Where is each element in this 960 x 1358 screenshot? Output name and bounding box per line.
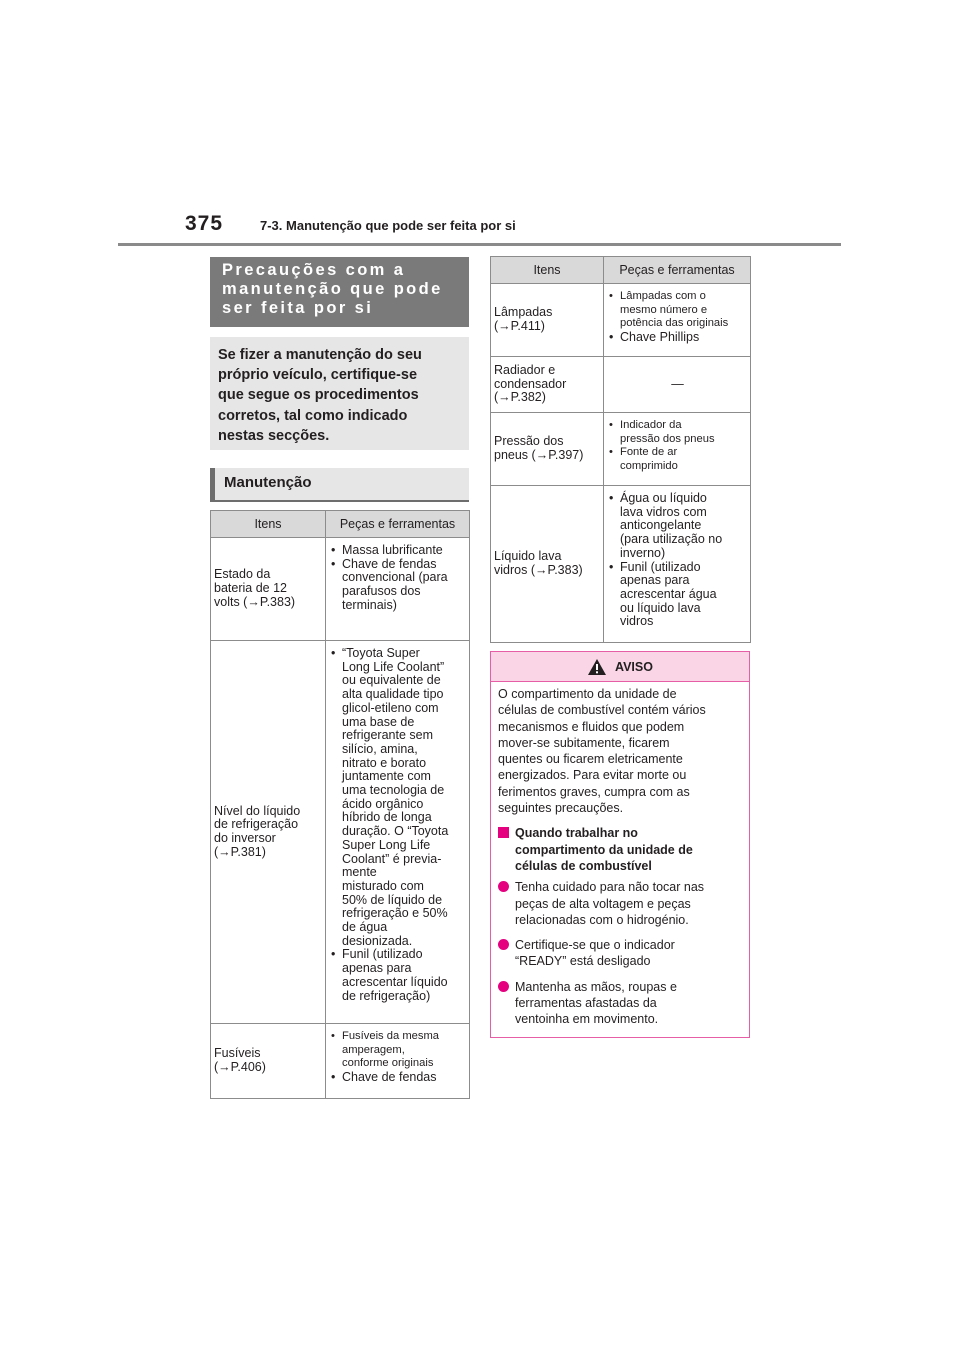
parts-line: refrigeração e 50%: [342, 906, 448, 921]
no-parts-dash: —: [671, 376, 684, 391]
parts-line: acrescentar líquido: [342, 974, 448, 989]
parts-bullet: [609, 446, 746, 473]
parts-line: Funil (utilizado: [342, 947, 423, 962]
maintenance-subtitle: Manutenção: [210, 468, 469, 500]
page-number: 375: [185, 212, 224, 235]
parts-line: parafusos dos: [342, 584, 421, 599]
warning-item-text: [515, 879, 704, 928]
parts-line: híbrido de longa: [342, 810, 432, 825]
item-line: volts (→P.383): [214, 594, 296, 609]
parts-line: misturado com: [342, 878, 424, 893]
parts-bullet: [609, 290, 746, 331]
title-line: ser feita por si: [222, 299, 374, 317]
parts-line: vidros: [620, 614, 654, 629]
parts-bullet: [331, 647, 465, 948]
warning-subheading: [498, 825, 741, 874]
parts-line: mesmo número e: [620, 303, 708, 316]
parts-line: Coolant” é previa-: [342, 851, 442, 866]
parts-line: amperagem,: [342, 1043, 405, 1056]
subtitle-rule: [210, 500, 469, 502]
item-line: vidros (→P.383): [494, 563, 583, 577]
parts-line: Chave Phillips: [620, 330, 700, 345]
parts-bullet: [331, 544, 465, 558]
warning-intro-line: células de combustível contém vários: [498, 703, 706, 718]
parts-line: de água: [342, 920, 388, 935]
warning-intro-line: quentes ou ficarem eletricamente: [498, 752, 683, 767]
warning-intro-line: mover-se subitamente, ficarem: [498, 735, 670, 750]
parts-bullet: [331, 948, 465, 1003]
warning-subheading-line: compartimento da unidade de: [515, 842, 693, 857]
intro-line: corretos, tal como indicado: [218, 407, 408, 424]
parts-line: alta qualidade tipo: [342, 687, 444, 702]
warning-item-line: Mantenha as mãos, roupas e: [515, 979, 677, 994]
item-cell: [491, 486, 604, 643]
square-bullet-icon: [498, 827, 509, 838]
parts-line: de refrigeração): [342, 988, 431, 1003]
item-cell: [491, 284, 604, 357]
parts-line: “Toyota Super: [342, 646, 420, 660]
parts-line: desionizada.: [342, 933, 413, 948]
warning-item: [498, 879, 741, 928]
parts-line: uma base de: [342, 714, 415, 729]
warning-title: AVISO: [615, 659, 653, 674]
item-cell: [211, 641, 326, 1024]
parts-line: anticongelante: [620, 518, 702, 533]
item-line: pneus (→P.397): [494, 448, 584, 462]
warning-item: [498, 937, 741, 970]
parts-line: convencional (para: [342, 570, 448, 585]
warning-item-line: relacionadas com o hidrogénio.: [515, 912, 689, 927]
title-line: Precauções com a: [222, 261, 406, 279]
warning-item-text: [515, 937, 675, 970]
col-header-items: Itens: [491, 257, 604, 284]
parts-cell: [604, 413, 751, 486]
item-line: Radiador e: [494, 362, 556, 377]
circle-bullet-icon: [498, 881, 509, 892]
parts-line: acrescentar água: [620, 586, 717, 601]
col-header-parts: Peças e ferramentas: [326, 511, 470, 538]
warning-item: [498, 979, 741, 1028]
precautions-title: [210, 257, 469, 327]
warning-item-line: ferramentas afastadas da: [515, 996, 657, 1011]
parts-line: inverno): [620, 545, 666, 560]
warning-intro-line: mecanismos e fluidos que podem: [498, 719, 685, 734]
circle-bullet-icon: [498, 981, 509, 992]
parts-line: ou líquido lava: [620, 600, 701, 615]
parts-line: Fonte de ar: [620, 446, 678, 459]
parts-line: apenas para: [620, 573, 690, 588]
parts-line: ácido orgânico: [342, 796, 424, 811]
parts-bullet: [331, 558, 465, 613]
item-line: Nível do líquido: [214, 803, 301, 818]
parts-cell: [326, 538, 470, 641]
parts-line: Funil (utilizado: [620, 559, 701, 574]
parts-line: Indicador da: [620, 419, 682, 431]
parts-line: duração. O “Toyota: [342, 824, 449, 839]
warning-intro-line: seguintes precauções.: [498, 801, 624, 816]
parts-line: conforme originais: [342, 1057, 434, 1070]
parts-cell: [604, 486, 751, 643]
intro-line: nestas secções.: [218, 427, 330, 444]
warning-subheading-line: células de combustível: [515, 858, 652, 873]
item-line: Líquido lava: [494, 549, 562, 564]
table-row: [211, 538, 470, 641]
warning-item-line: Tenha cuidado para não tocar nas: [515, 880, 705, 895]
table-row: [211, 641, 470, 1024]
intro-line: que segue os procedimentos: [218, 387, 419, 404]
parts-bullet: [609, 331, 746, 345]
parts-line: 50% de líquido de: [342, 892, 443, 907]
warning-item-line: “READY” está desligado: [515, 954, 651, 969]
intro-line: próprio veículo, certifique-se: [218, 367, 418, 384]
parts-line: pressão dos pneus: [620, 432, 715, 445]
parts-line: Lâmpadas com o: [620, 290, 706, 302]
item-cell: [491, 413, 604, 486]
item-cell: [211, 1024, 326, 1099]
parts-cell: [326, 641, 470, 1024]
item-line: Fusíveis: [214, 1046, 261, 1061]
parts-line: terminais): [342, 597, 397, 612]
parts-cell: [604, 284, 751, 357]
table-row: [491, 486, 751, 643]
item-line: bateria de 12: [214, 581, 287, 596]
section-title: 7-3. Manutenção que pode ser feita por si: [260, 218, 516, 233]
parts-line: Água ou líquido: [620, 491, 707, 505]
parts-line: (para utilização no: [620, 532, 723, 547]
parts-bullet: [609, 419, 746, 446]
item-line: de refrigeração: [214, 817, 299, 832]
parts-bullet: [609, 492, 746, 561]
warning-header: [491, 652, 749, 682]
warning-body: [491, 682, 749, 1028]
parts-line: silício, amina,: [342, 741, 418, 756]
col-header-items: Itens: [211, 511, 326, 538]
header-rule: [118, 243, 841, 246]
item-cell: [491, 357, 604, 413]
parts-line: comprimido: [620, 460, 678, 473]
warning-triangle-icon: [587, 658, 607, 676]
parts-line: Super Long Life: [342, 837, 431, 852]
parts-line: Long Life Coolant”: [342, 659, 445, 674]
warning-subheading-line: Quando trabalhar no: [515, 826, 638, 841]
intro-line: Se fizer a manutenção do seu: [218, 347, 422, 363]
parts-line: juntamente com: [342, 769, 431, 784]
item-line: Estado da: [214, 567, 271, 582]
parts-line: refrigerante sem: [342, 728, 434, 743]
intro-box: [210, 337, 469, 450]
warning-box: [490, 651, 750, 1038]
item-line: (→P.381): [214, 844, 266, 859]
parts-line: nitrato e borato: [342, 755, 427, 770]
item-line: (→P.411): [494, 319, 545, 333]
item-line: Pressão dos: [494, 434, 564, 449]
parts-line: apenas para: [342, 961, 412, 976]
table-row: [491, 357, 751, 413]
parts-cell: [604, 357, 751, 413]
parts-line: uma tecnologia de: [342, 783, 445, 798]
col-header-parts: Peças e ferramentas: [604, 257, 751, 284]
parts-line: Chave de fendas: [342, 1070, 437, 1085]
table-row: [491, 413, 751, 486]
parts-bullet: [331, 1030, 465, 1071]
parts-line: lava vidros com: [620, 504, 707, 519]
warning-intro: [498, 686, 741, 816]
parts-line: Fusíveis da mesma: [342, 1030, 439, 1042]
parts-bullet: [609, 561, 746, 630]
maintenance-table-left: [210, 510, 470, 1099]
warning-item-text: [515, 979, 677, 1028]
table-row: [211, 1024, 470, 1099]
warning-intro-line: ferimentos graves, cumpra com as: [498, 784, 690, 799]
warning-item-line: Certifique-se que o indicador: [515, 938, 675, 953]
parts-cell: [326, 1024, 470, 1099]
warning-items: [498, 879, 741, 1027]
warning-intro-line: energizados. Para evitar morte ou: [498, 768, 687, 783]
parts-bullet: [331, 1071, 465, 1085]
maintenance-table-right: [490, 256, 751, 643]
parts-line: ou equivalente de: [342, 673, 441, 688]
circle-bullet-icon: [498, 939, 509, 950]
parts-line: glicol-etileno com: [342, 700, 439, 715]
warning-item-line: peças de alta voltagem e peças: [515, 896, 691, 911]
item-cell: [211, 538, 326, 641]
warning-item-line: ventoinha em movimento.: [515, 1012, 659, 1027]
item-line: Lâmpadas: [494, 305, 553, 320]
item-line: (→P.382): [494, 390, 546, 405]
item-line: condensador: [494, 376, 567, 391]
parts-line: potência das originais: [620, 317, 729, 330]
table-row: [491, 284, 751, 357]
parts-line: Chave de fendas: [342, 556, 437, 571]
parts-line: mente: [342, 865, 377, 880]
item-line: (→P.406): [214, 1060, 266, 1074]
warning-subheading-text: [515, 825, 693, 874]
title-line: manutenção que pode: [222, 280, 443, 298]
item-line: do inversor: [214, 831, 276, 845]
warning-intro-line: O compartimento da unidade de: [498, 687, 677, 701]
parts-line: Massa lubrificante: [342, 543, 443, 557]
